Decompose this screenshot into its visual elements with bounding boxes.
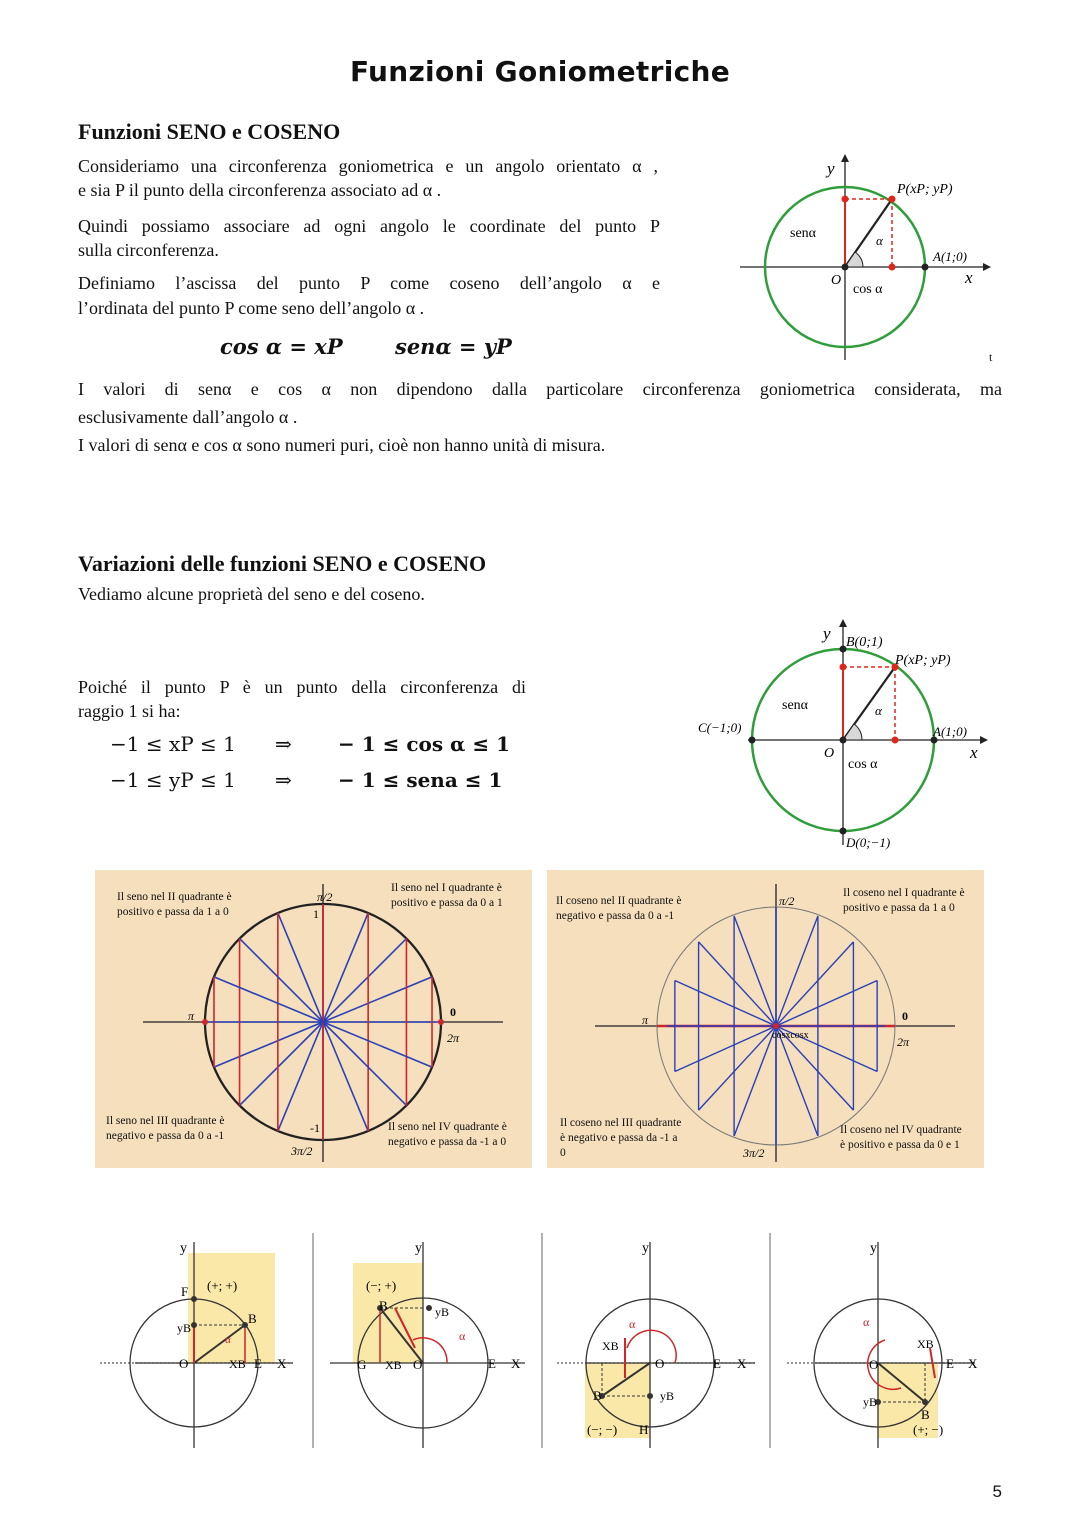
q2-yb: yB [435, 1305, 450, 1319]
q2-sign: (−; +) [366, 1278, 397, 1293]
ineq2-right: − 1 ≤ sena ≤ 1 [338, 768, 503, 792]
formula-sen: senα = yP [395, 334, 512, 359]
s1-p1-line1: Consideriamo una circonferenza goniometrica e un angolo orientato α , [78, 156, 658, 176]
cos-cap-q4: Il coseno nel IV quadrante è positivo e passa da 0 e 1 [840, 1124, 962, 1151]
s2-intro: Vediamo alcune proprietà del seno e del coseno. [78, 584, 425, 604]
q2-y: y [415, 1241, 422, 1256]
fig1-point-a: A(1;0) [933, 249, 967, 264]
sine-cap-q2: Il seno nel II quadrante è positivo e passa da 1 a 0 [117, 891, 232, 918]
sine-variation-panel [95, 870, 532, 1168]
sine-one: 1 [313, 907, 319, 921]
q4-y: y [870, 1241, 877, 1256]
unit-circle-figure-2 [690, 615, 995, 855]
q3-o: O [655, 1356, 665, 1371]
sine-radius [240, 939, 323, 1022]
fig2-point-a: A(1;0) [933, 724, 967, 739]
q4-sign: (+; −) [913, 1422, 944, 1437]
q3-y: y [642, 1241, 649, 1256]
q2-o: O [413, 1357, 423, 1372]
quadrant-4-diagram [787, 1241, 978, 1448]
cos-cap-q3: Il coseno nel III quadrante è negativo e passa da -1 a 0 [560, 1117, 682, 1159]
ineq1-right: − 1 ≤ cos α ≤ 1 [338, 732, 511, 756]
fig2-cos-label: cos α [848, 757, 878, 772]
cos-two-pi: 2π [897, 1035, 910, 1049]
sine-cap-q4: Il seno nel IV quadrante è negativo e passa da -1 a 0 [388, 1121, 507, 1148]
q1-b: B [248, 1311, 257, 1326]
q1-o: O [179, 1356, 189, 1371]
cos-center-label: cosxcosx [772, 1030, 809, 1041]
sine-two-pi: 2π [447, 1031, 460, 1045]
s1-p2-line2: sulla circonferenza. [78, 240, 219, 260]
q1-y: y [180, 1241, 187, 1256]
q3-alpha: α [629, 1317, 636, 1331]
q3-x: X [737, 1356, 747, 1371]
fig2-alpha: α [875, 703, 882, 718]
section1-heading: Funzioni SENO e COSENO [78, 119, 341, 144]
fig2-point-b: B(0;1) [846, 635, 883, 650]
cosine-variation-panel [547, 870, 984, 1168]
cos-cap-q1: Il coseno nel I quadrante è positivo e passa da 1 a 0 [843, 887, 965, 914]
fig1-point-p: P(xP; yP) [897, 182, 953, 197]
section2-heading: Variazioni delle funzioni SENO e COSENO [78, 551, 487, 576]
fig1-sen-label: senα [790, 226, 816, 241]
cosine-radius [699, 942, 776, 1026]
fig2-point-c: C(−1;0) [698, 720, 742, 735]
sine-three-pi-half: 3π/2 [291, 1144, 313, 1158]
sine-radius [323, 1022, 406, 1105]
q2-xb: XB [385, 1358, 402, 1372]
sine-cap-q1: Il seno nel I quadrante è positivo e passa da 0 a 1 [391, 882, 503, 909]
q4-e: E [946, 1356, 954, 1371]
q2-g: G [357, 1357, 367, 1372]
s1-p5: I valori di senα e cos α sono numeri puri, cioè non hanno unità di misura. [78, 435, 606, 455]
quadrant-3-diagram [557, 1241, 755, 1448]
sine-minus-one: -1 [310, 1121, 320, 1135]
q3-h: H [639, 1422, 649, 1437]
cosine-radius [776, 942, 853, 1026]
s2-p1-line1: Poiché il punto P è un punto della circonferenza di [78, 677, 526, 697]
fig2-sen-label: senα [782, 698, 808, 713]
q3-e: E [713, 1356, 721, 1371]
stray-mark: t [989, 350, 993, 364]
cos-three-pi-half: 3π/2 [743, 1146, 765, 1160]
fig1-origin: O [831, 273, 842, 288]
q3-b: B [593, 1388, 602, 1403]
fig2-point-d: D(0;−1) [846, 835, 891, 850]
q1-alpha: α [225, 1334, 231, 1346]
q2-e: E [488, 1356, 496, 1371]
s1-p4-line1: I valori di senα e cos α non dipendono dalla particolare circonferenza goniometrica considerata, ma [78, 379, 1002, 399]
sine-pi-half: π/2 [317, 890, 333, 904]
fig2-origin: O [824, 746, 835, 761]
q1-f: F [181, 1284, 189, 1299]
q1-xb: XB [229, 1357, 246, 1371]
cos-pi: π [642, 1013, 649, 1027]
sine-spokes [205, 904, 441, 1140]
quadrant-1-diagram [100, 1241, 293, 1448]
q4-xb: XB [917, 1337, 934, 1351]
cos-zero: 0 [902, 1009, 908, 1023]
sine-radius [240, 1022, 323, 1105]
ineq2-left: −1 ≤ yP ≤ 1 [110, 768, 236, 792]
q4-yb: yB [863, 1395, 878, 1409]
q1-x: X [277, 1356, 287, 1371]
q1-e: E [254, 1356, 262, 1371]
q1-sign: (+; +) [207, 1278, 238, 1293]
page-title: Funzioni Goniometriche [349, 55, 731, 88]
unit-circle-figure-1 [735, 150, 995, 365]
ineq1-left: −1 ≤ xP ≤ 1 [110, 732, 236, 756]
s1-p3-line2: l’ordinata del punto P come seno dell’angolo α . [78, 298, 425, 318]
fig2-point-p: P(xP; yP) [895, 653, 951, 668]
fig1-cos-label: cos α [853, 282, 883, 297]
ineq2-implies: ⇒ [275, 768, 292, 792]
q3-sign: (−; −) [587, 1422, 618, 1437]
ineq1-implies: ⇒ [275, 732, 292, 756]
quadrant-2-diagram [330, 1241, 525, 1448]
fig1-x-label: x [965, 268, 973, 287]
sine-zero: 0 [450, 1005, 456, 1019]
sine-radius [323, 939, 406, 1022]
q4-b: B [921, 1407, 930, 1422]
cosine-spokes [657, 907, 895, 1145]
page-number: 5 [992, 1482, 1002, 1501]
q2-x: X [511, 1356, 521, 1371]
formula-cos: cos α = xP [220, 334, 343, 359]
s1-p1-line2: e sia P il punto della circonferenza associato ad α . [78, 180, 442, 200]
cosine-center-dot [773, 1023, 779, 1029]
sine-pi: π [188, 1009, 195, 1023]
q2-b: B [379, 1298, 388, 1313]
q4-alpha: α [863, 1315, 870, 1329]
q3-xb: XB [602, 1339, 619, 1353]
s1-p4-line2: esclusivamente dall’angolo α . [78, 407, 298, 427]
fig1-alpha: α [876, 233, 883, 248]
sine-cap-q3: Il seno nel III quadrante è negativo e passa da 0 a -1 [106, 1115, 225, 1142]
q4-o: O [869, 1357, 879, 1372]
fig1-y-label: y [827, 159, 835, 178]
fig2-y-label: y [823, 624, 831, 643]
fig2-x-label: x [970, 743, 978, 762]
q4-x: X [968, 1356, 978, 1371]
cos-cap-q2: Il coseno nel II quadrante è negativo e passa da 0 a -1 [556, 895, 682, 922]
quadrant-signs-strip [95, 1228, 995, 1453]
q3-yb: yB [660, 1389, 675, 1403]
s1-p2-line1: Quindi possiamo associare ad ogni angolo le coordinate del punto P [78, 216, 660, 236]
s1-p3-line1: Definiamo l’ascissa del punto P come coseno dell’angolo α e [78, 273, 660, 293]
cos-pi-half: π/2 [779, 894, 795, 908]
q2-alpha: α [459, 1329, 466, 1343]
s2-p1-line2: raggio 1 si ha: [78, 701, 181, 721]
cosine-radius [699, 1026, 776, 1110]
q1-yb: yB [177, 1321, 192, 1335]
